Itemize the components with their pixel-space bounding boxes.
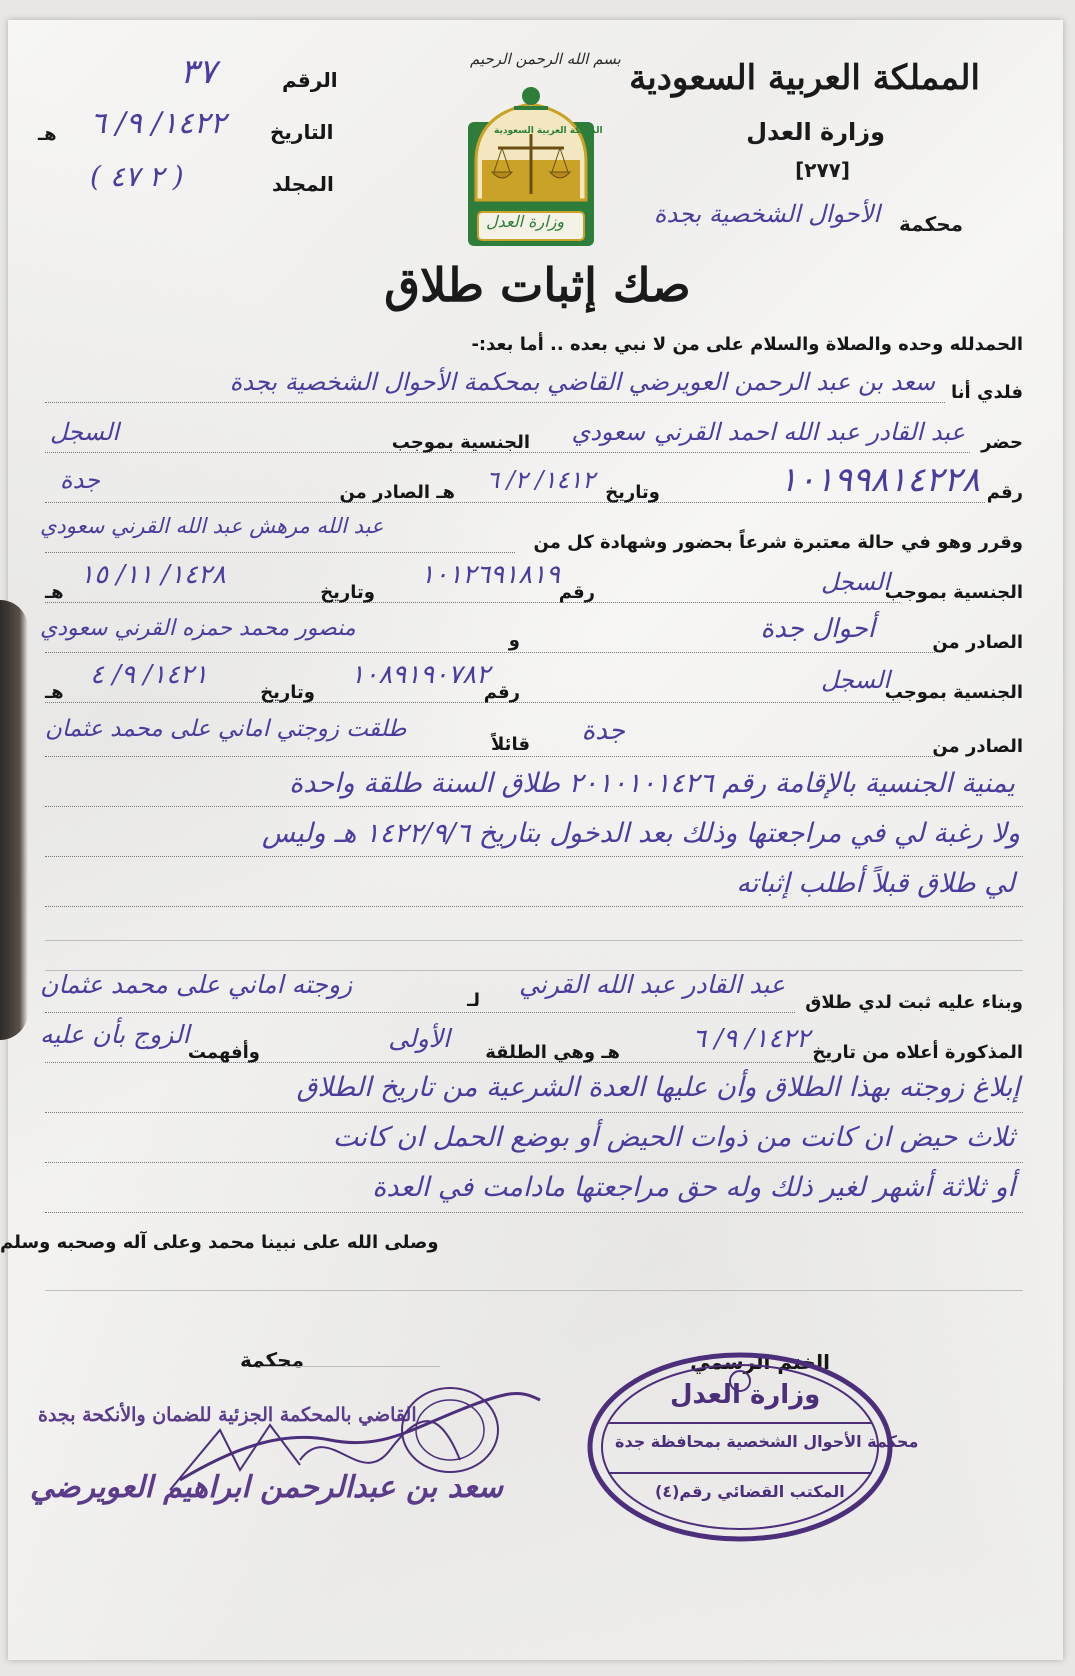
form-number: [٢٧٧] bbox=[795, 158, 850, 182]
row7-suffix: هـ bbox=[45, 682, 64, 703]
volume-value: ( ٢ ٤٧ ) bbox=[90, 160, 184, 193]
row6-issuer: أحوال جدة bbox=[760, 614, 875, 644]
seal-middle-text: محكمة الأحوال الشخصية بمحافظة جدة bbox=[615, 1432, 919, 1451]
row3-id-number: ١٠١٩٩٨١٤٢٢٨ bbox=[779, 460, 980, 500]
row13-date: ١٤٢٢/ ٩/ ٦ bbox=[692, 1024, 810, 1054]
row16-statement: أو ثلاثة أشهر لغير ذلك وله حق مراجعتها مادامت في العدة bbox=[372, 1172, 1015, 1203]
row12-wife: زوجته اماني على محمد عثمان bbox=[40, 970, 353, 999]
row15-statement: ثلاث حيض ان كانت من ذوات الحيض أو بوضع الحمل ان كانت bbox=[332, 1122, 1015, 1153]
logo-caption: وزارة العدل bbox=[486, 212, 565, 231]
row5-suffix: هـ bbox=[45, 582, 64, 603]
thumb-shadow bbox=[0, 600, 28, 1040]
row3-date: ١٤١٢/ ٢/ ٦ bbox=[486, 466, 595, 494]
row5-doc-type: السجل bbox=[820, 568, 890, 596]
judge-name-stamp: سعد بن عبدالرحمن ابراهيم العويرضي bbox=[30, 1470, 504, 1505]
row6-label-b: و bbox=[508, 630, 520, 651]
row13-label-c: وأفهمت bbox=[187, 1042, 260, 1063]
row8-label-a: الصادر من bbox=[932, 736, 1023, 757]
date-value: ١٤٢٢/ ٩/ ٦ bbox=[90, 106, 227, 141]
row4-witness1: عبد الله مرهش عبد الله القرني سعودي bbox=[40, 514, 384, 538]
court-label: محكمة bbox=[899, 212, 963, 236]
row8-label-b: قائلاً bbox=[491, 734, 530, 755]
row13-divorce-count: الأولى bbox=[388, 1024, 450, 1053]
row1-judge: سعد بن عبد الرحمن العويرضي القاضي بمحكمة الأحوال الشخصية بجدة bbox=[229, 368, 935, 396]
row2-label-b: الجنسية بموجب bbox=[391, 432, 530, 453]
row3-label-a: رقم bbox=[986, 482, 1023, 503]
row2-nationality: سعودي bbox=[571, 418, 645, 446]
row12-husband: عبد القادر عبد الله القرني bbox=[518, 970, 785, 999]
row9-statement: يمنية الجنسية بالإقامة رقم ٢٠١٠١٠١٤٢٦ طلاق السنة طلقة واحدة bbox=[289, 768, 1015, 799]
closing-line: وصلى الله على نبينا محمد وعلى آله وصحبه وسلم bbox=[0, 1232, 439, 1253]
row2-label-a: حضر bbox=[981, 432, 1023, 453]
opening-line: الحمدلله وحده والصلاة والسلام على من لا نبي بعده .. أما بعد:- bbox=[471, 334, 1023, 355]
number-label: الرقم bbox=[282, 68, 338, 92]
row3-label-c: هـ الصادر من bbox=[339, 482, 455, 503]
seal-top-text: وزارة العدل bbox=[670, 1380, 821, 1410]
court-signature-label: محكمة bbox=[240, 1348, 304, 1372]
row8-issuer: جدة bbox=[581, 716, 625, 746]
row7-label-c: وتاريخ bbox=[260, 682, 315, 703]
document-title: صك إثبات طلاق bbox=[384, 258, 691, 312]
row13-label-b: هـ وهي الطلقة bbox=[485, 1042, 620, 1063]
row3-issuer: جدة bbox=[60, 466, 101, 494]
row8-statement: طلقت زوجتي اماني على محمد عثمان bbox=[45, 716, 407, 742]
row5-label-c: وتاريخ bbox=[320, 582, 375, 603]
ministry-title: وزارة العدل bbox=[746, 118, 885, 146]
row14-statement: إبلاغ زوجته بهذا الطلاق وأن عليها العدة الشرعية من تاريخ الطلاق bbox=[296, 1072, 1020, 1103]
official-seal-label: الختم الرسمي bbox=[690, 1350, 830, 1374]
row7-label-a: الجنسية بموجب bbox=[884, 682, 1023, 703]
seal-bottom-text: المكتب القضائي رقم(٤) bbox=[655, 1482, 845, 1501]
row13-label-a: المذكورة أعلاه من تاريخ bbox=[812, 1042, 1023, 1063]
row5-date: ١٤٢٨/ ١١/ ١٥ bbox=[80, 560, 226, 590]
judge-title-stamp: القاضي بالمحكمة الجزئية للضمان والأنكحة بجدة bbox=[38, 1404, 417, 1426]
row12-label-b: لـ bbox=[467, 990, 480, 1011]
row6-witness2: منصور محمد حمزه القرني سعودي bbox=[40, 616, 356, 641]
number-value: ٣٧ bbox=[180, 52, 217, 92]
row7-doc-type: السجل bbox=[820, 666, 890, 694]
row12-label-a: وبناء عليه ثبت لدي طلاق bbox=[805, 992, 1023, 1013]
row2-name: عبد القادر عبد الله احمد القرني bbox=[654, 418, 965, 446]
row3-label-b: وتاريخ bbox=[605, 482, 660, 503]
date-label: التاريخ bbox=[270, 120, 334, 144]
row5-id-number: ١٠١٢٦٩١٨١٩ bbox=[420, 560, 560, 590]
kingdom-title: المملكة العربية السعودية bbox=[629, 58, 980, 98]
basmala: بسم الله الرحمن الرحيم bbox=[470, 50, 621, 68]
volume-label: المجلد bbox=[272, 172, 334, 196]
date-suffix: هـ bbox=[38, 124, 57, 145]
row7-date: ١٤٢١/ ٩/ ٤ bbox=[90, 660, 208, 690]
row7-label-b: رقم bbox=[483, 682, 520, 703]
row7-id-number: ١٠٨٩١٩٠٧٨٢ bbox=[350, 660, 490, 690]
row5-label-b: رقم bbox=[558, 582, 595, 603]
row10-statement: ولا رغبة لي في مراجعتها وذلك بعد الدخول بتاريخ ١٤٢٢/٩/٦ هـ وليس bbox=[261, 818, 1020, 849]
row1-label: فلدي أنا bbox=[951, 382, 1023, 403]
court-value: الأحوال الشخصية بجدة bbox=[653, 200, 880, 228]
row13-notice: الزوج بأن عليه bbox=[40, 1020, 190, 1049]
row2-doc-type: السجل bbox=[50, 418, 120, 446]
row6-label-a: الصادر من bbox=[932, 632, 1023, 653]
logo-emblem-text: المملكة العربية السعودية bbox=[494, 126, 603, 136]
row5-label-a: الجنسية بموجب bbox=[884, 582, 1023, 603]
row4-label: وقرر وهو في حالة معتبرة شرعاً بحضور وشهادة كل من bbox=[533, 532, 1023, 553]
row11-statement: لي طلاق قبلاً أطلب إثباته bbox=[736, 868, 1015, 899]
